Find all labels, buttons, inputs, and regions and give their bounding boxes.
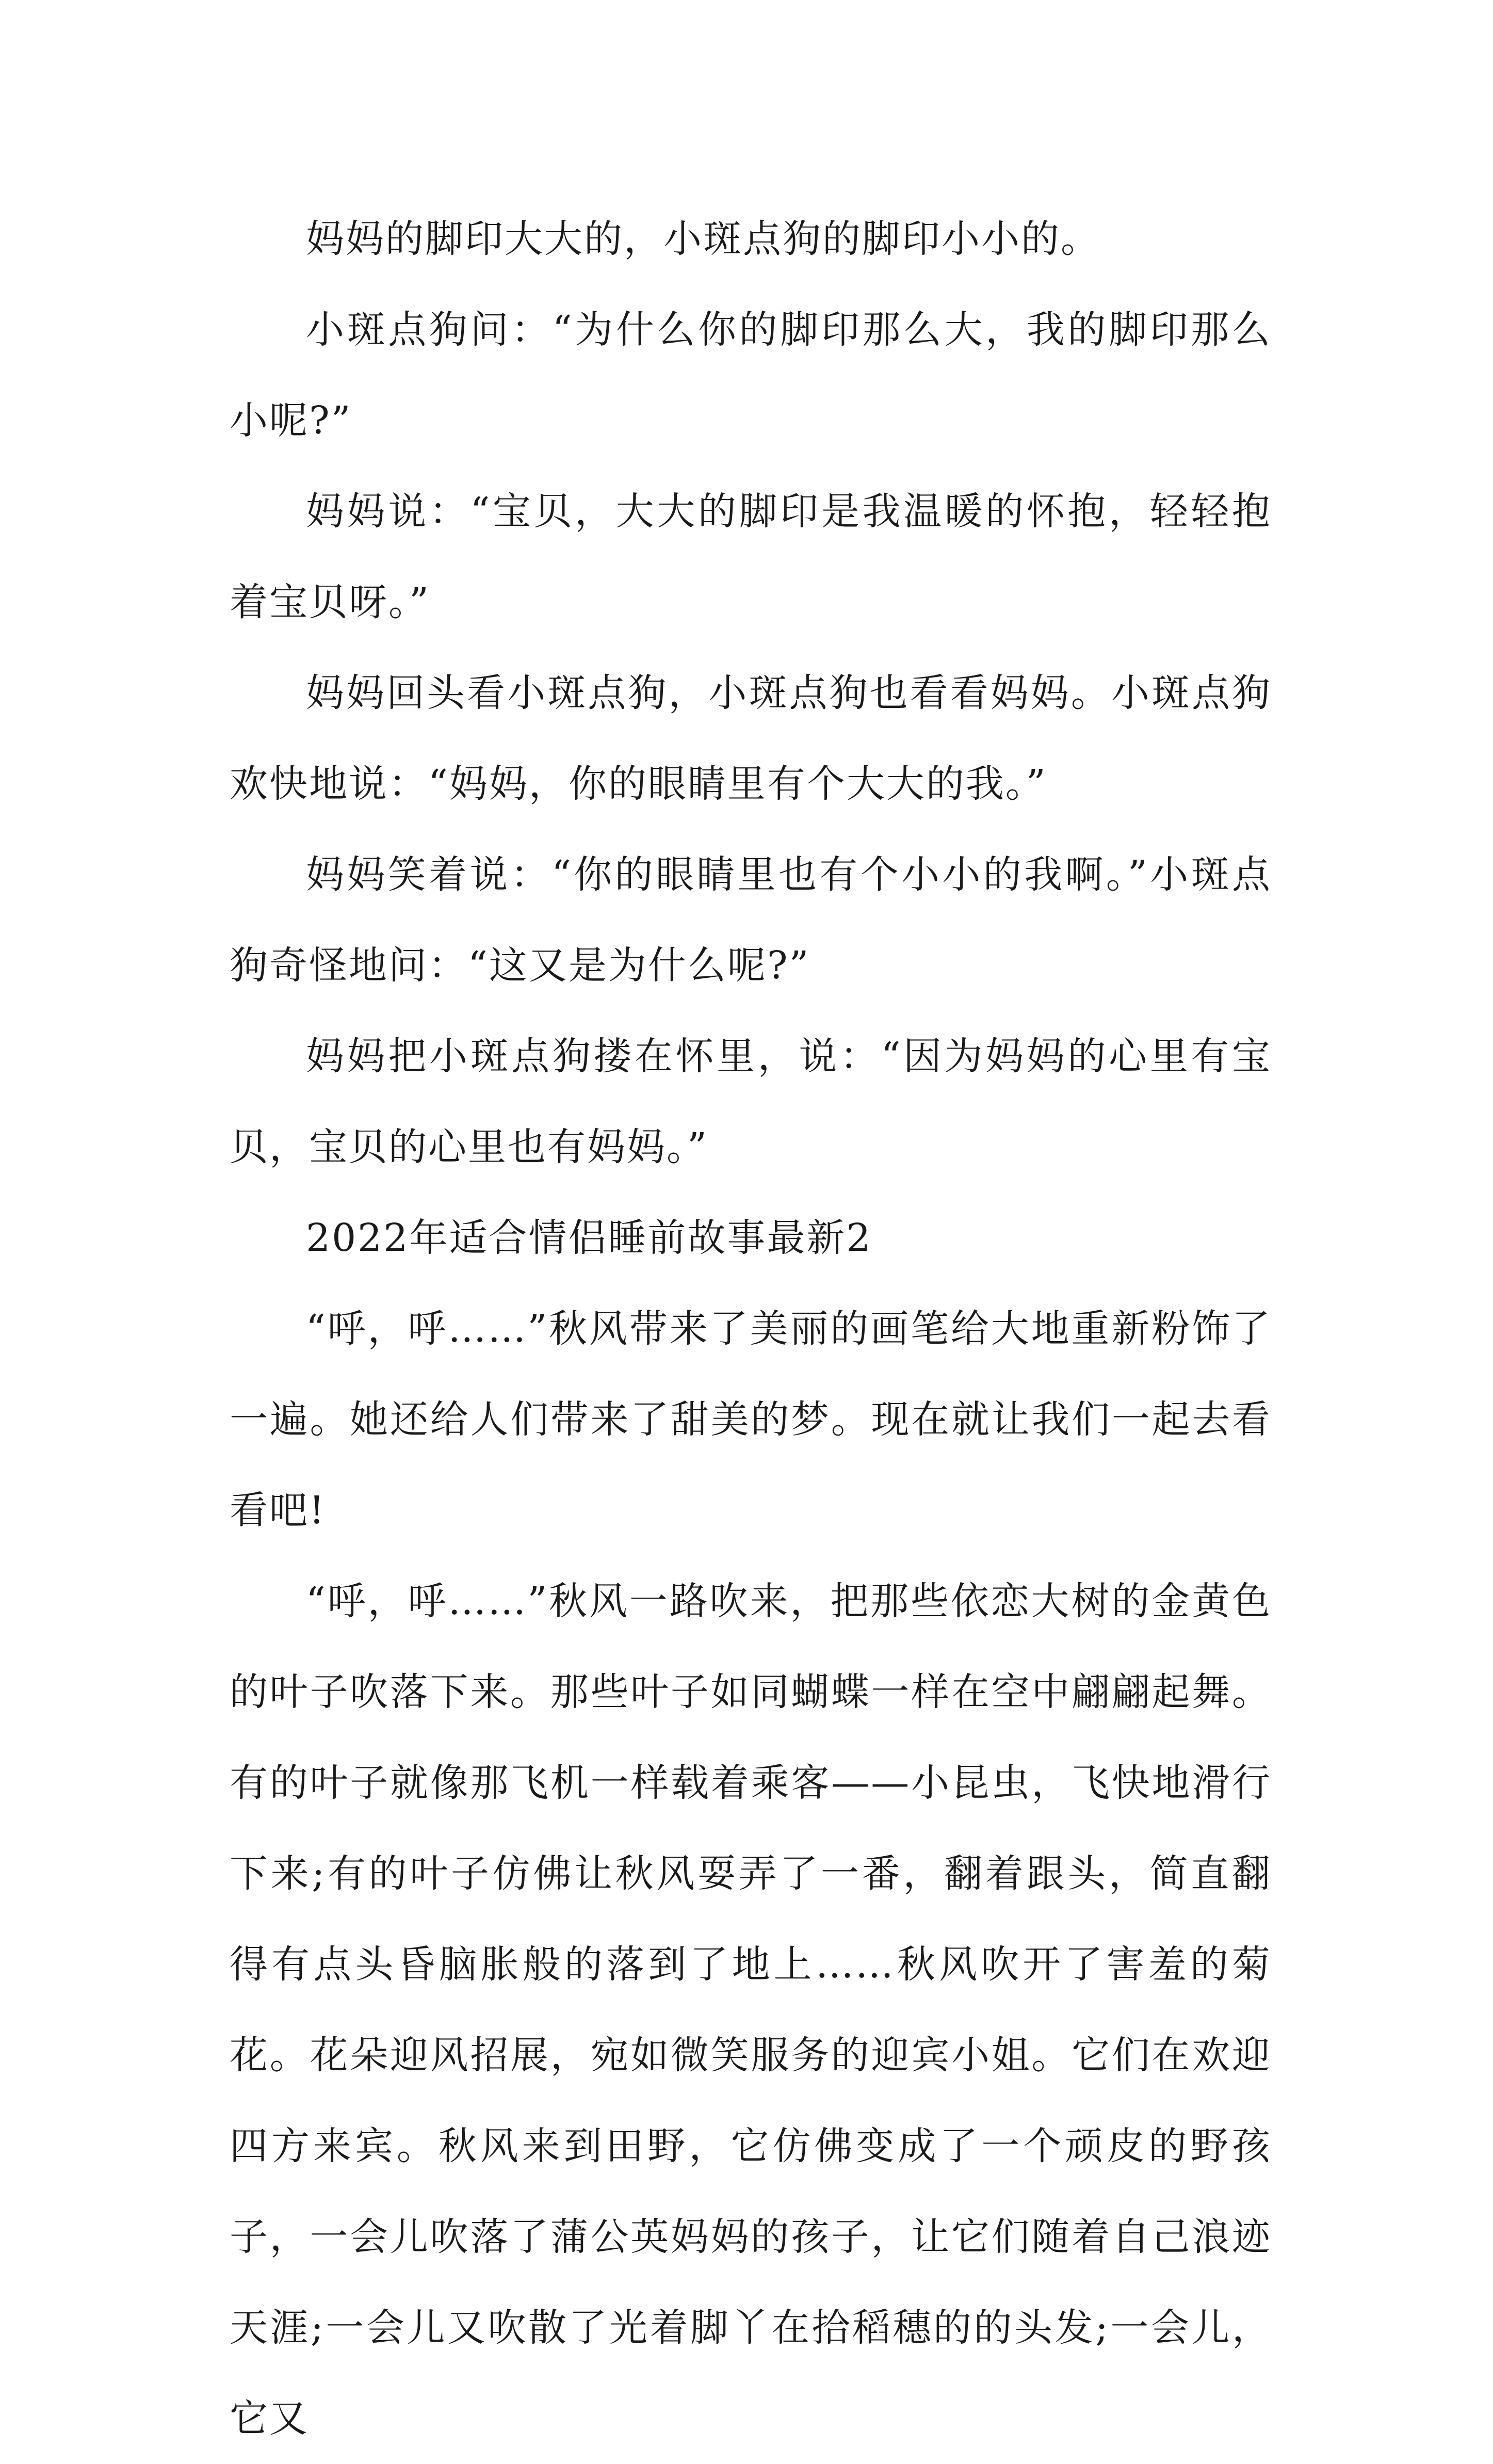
paragraph: “呼，呼……”秋风一路吹来，把那些依恋大树的金黄色的叶子吹落下来。那些叶子如同蝴蝶一样在空中翩翩起舞。有的叶子就像那飞机一样载着乘客——小昆虫，飞快地滑行下来;有的叶子仿佛让秋风耍弄了一番，翻着跟头，简直翻得有点头昏脑胀般的落到了地上……秋风吹开了害羞的菊花。花朵迎风招展，宛如微笑服务的迎宾小姐。它们在欢迎四方来宾。秋风来到田野，它仿佛变成了一个顽皮的野孩子，一会儿吹落了蒲公英妈妈的孩子，让它们随着自己浪迹天涯;一会儿又吹散了光着脚丫在拾稻穗的的头发;一会儿，它又 [230,1579,1272,2441]
paragraph: 妈妈的脚印大大的，小斑点狗的脚印小小的。 [306,217,1100,261]
document-body [230,194,1272,2464]
paragraph: 妈妈回头看小斑点狗，小斑点狗也看看妈妈。小斑点狗欢快地说：“妈妈，你的眼睛里有个大大的我。” [230,671,1272,806]
paragraph: 妈妈把小斑点狗搂在怀里，说：“因为妈妈的心里有宝贝，宝贝的心里也有妈妈。” [230,1034,1272,1169]
section-title: 2022年适合情侣睡前故事最新2 [306,1216,872,1260]
paragraph: 妈妈说：“宝贝，大大的脚印是我温暖的怀抱，轻轻抱着宝贝呀。” [230,489,1272,624]
paragraph: 小斑点狗问：“为什么你的脚印那么大，我的脚印那么小呢?” [230,308,1272,443]
paragraph: 妈妈笑着说：“你的眼睛里也有个小小的我啊。”小斑点狗奇怪地问：“这又是为什么呢?” [230,852,1272,988]
paragraph: “呼，呼……”秋风带来了美丽的画笔给大地重新粉饰了一遍。她还给人们带来了甜美的梦。现在就让我们一起去看看吧! [230,1307,1272,1533]
